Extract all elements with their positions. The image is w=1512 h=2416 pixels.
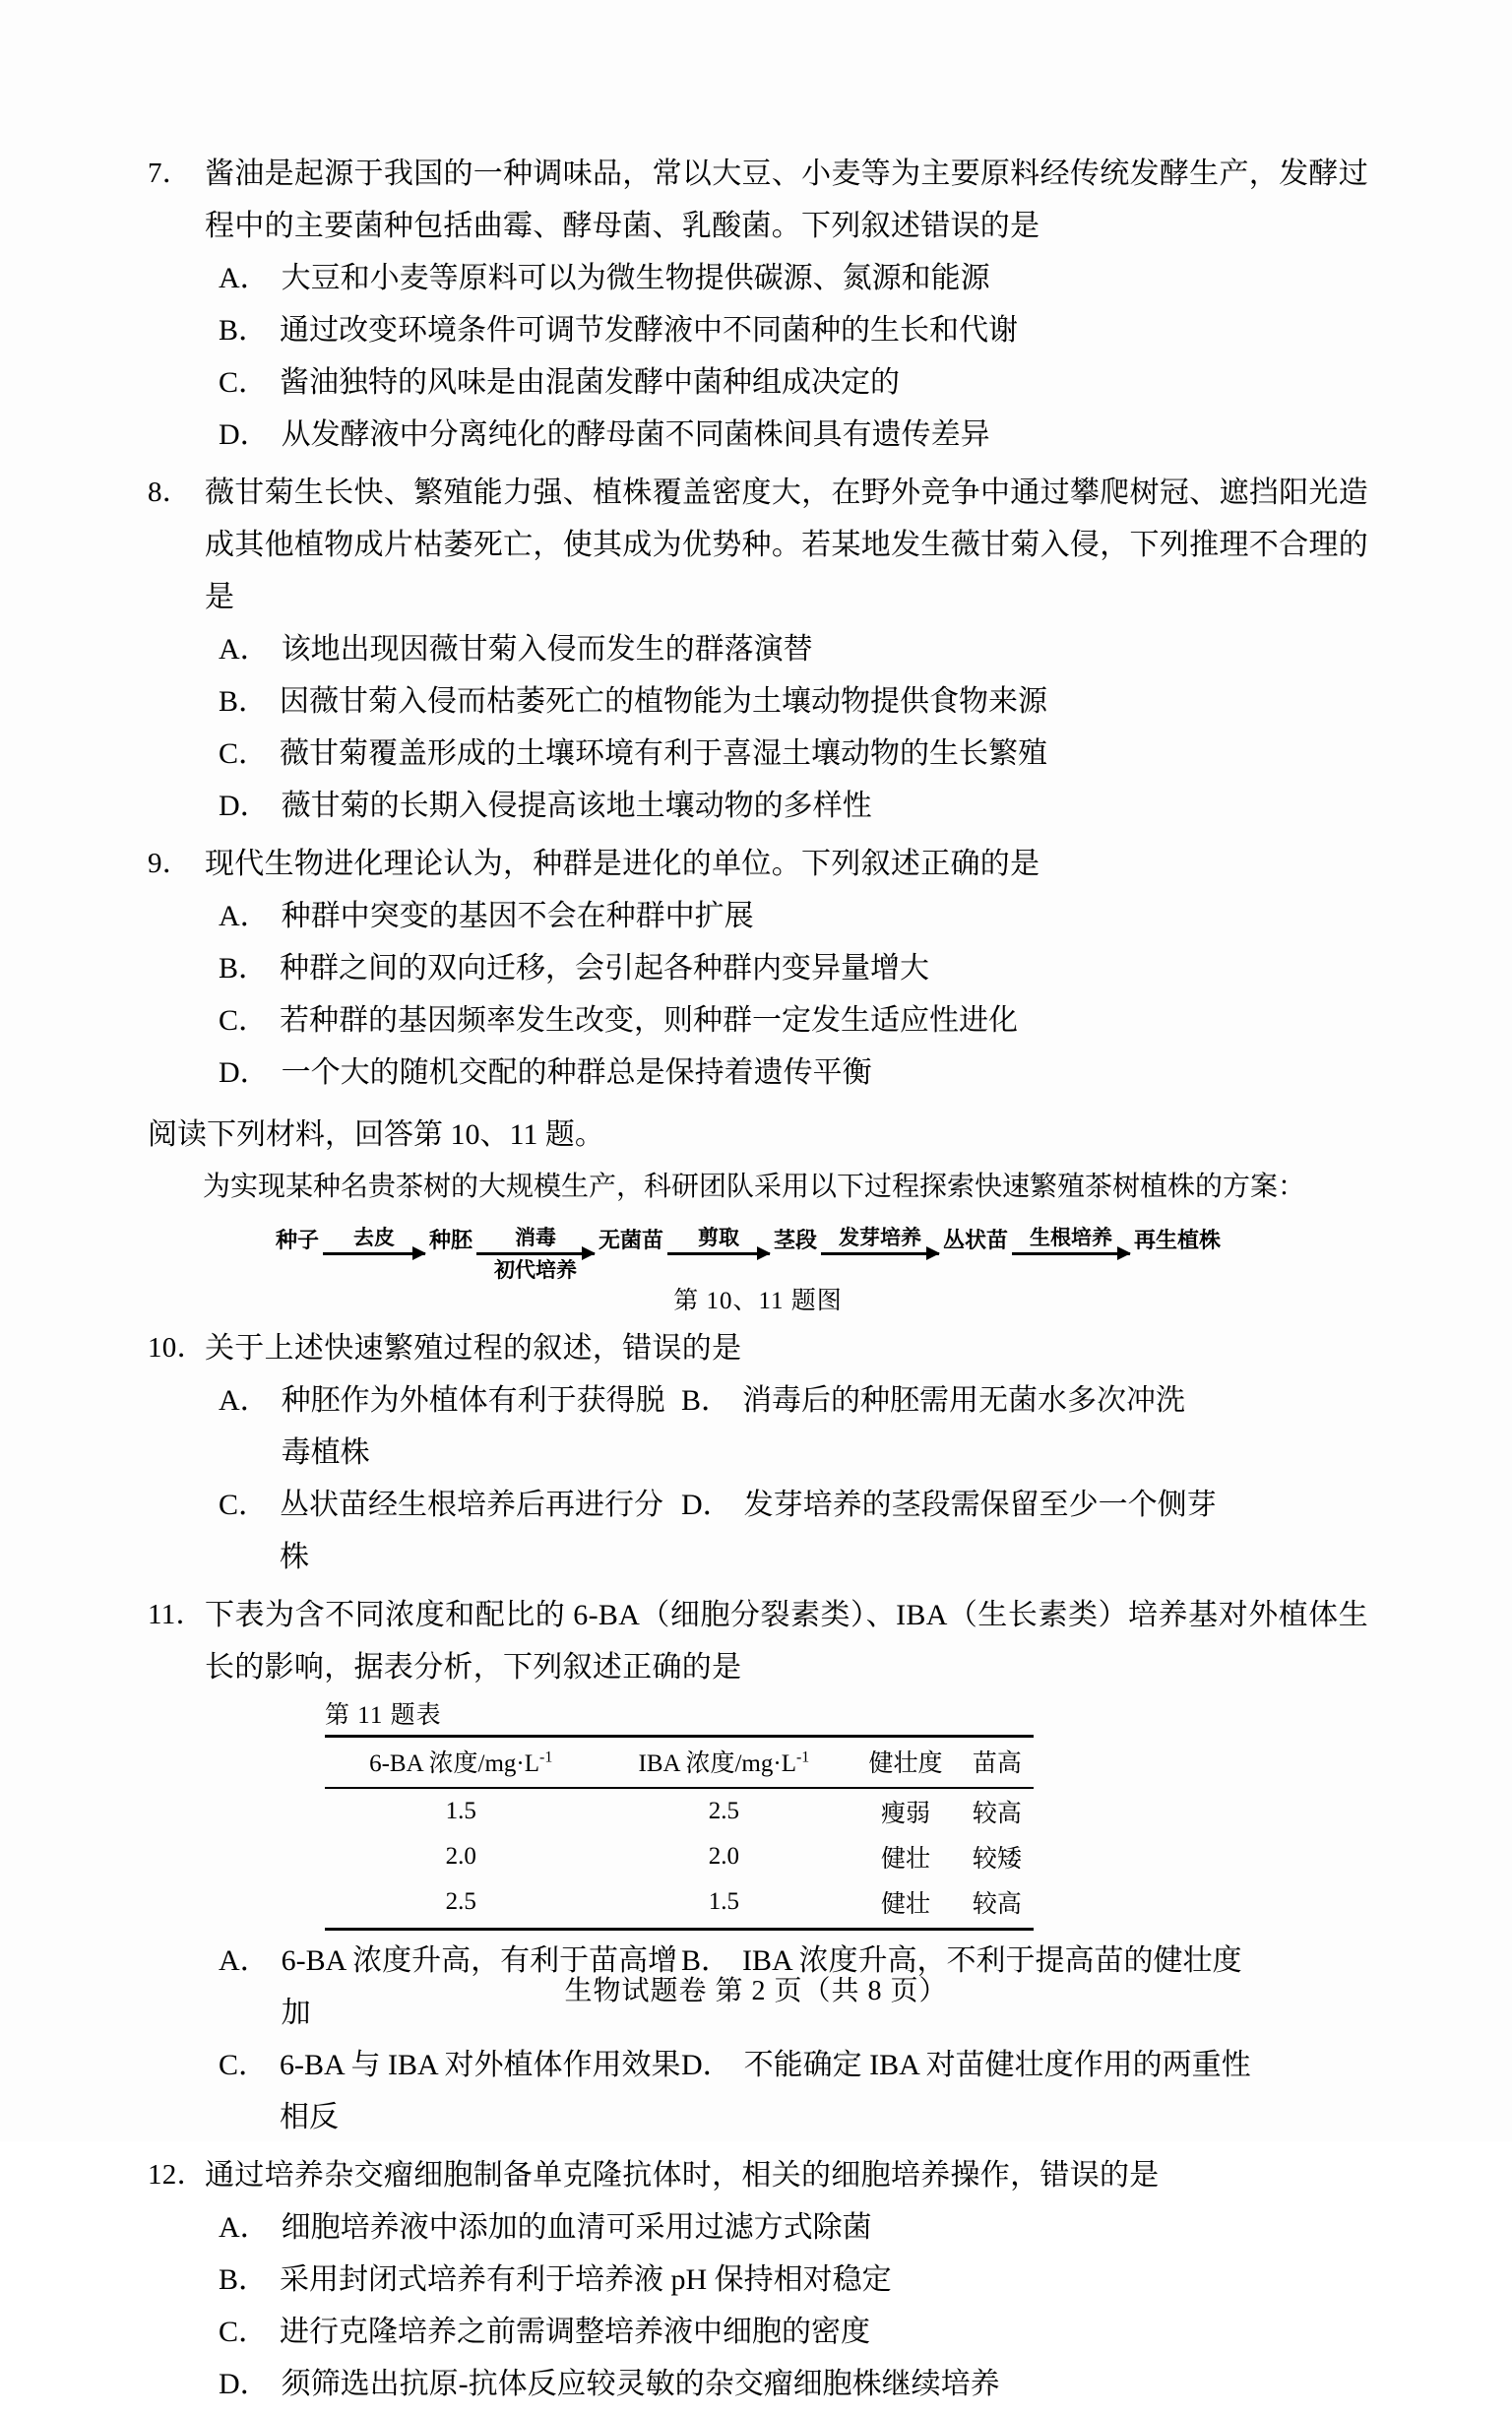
question-8-number: 8．	[148, 477, 192, 508]
flow-arrow-label-top: 去皮	[352, 1226, 395, 1249]
option-label: B．	[219, 2263, 269, 2297]
question-7-options	[148, 252, 1368, 461]
table-row	[325, 1879, 1034, 1930]
option-text: 种群中突变的基因不会在种群中扩展	[281, 900, 754, 932]
flowchart-row	[274, 1226, 1223, 1283]
header-text: IBA 浓度/mg·L	[638, 1750, 796, 1778]
question-7-number: 7．	[148, 158, 192, 189]
option-text: 进行克隆培养之前需调整培养液中细胞的密度	[280, 2316, 871, 2349]
question-8-stem-line	[148, 467, 1368, 623]
question-8	[148, 467, 1368, 832]
option-text: 大豆和小麦等原料可以为微生物提供碳源、氮源和能源	[281, 262, 990, 294]
option-text: 薇甘菊的长期入侵提高该地土壤动物的多样性	[281, 790, 872, 822]
table-row	[325, 1788, 1034, 1834]
flow-arrow-rooting-culture	[1010, 1226, 1132, 1255]
question-10-option-a[interactable]	[219, 1374, 681, 1479]
option-label: A．	[219, 1944, 270, 1978]
question-11-number: 11．	[148, 1599, 205, 1631]
question-9-stem: 现代生物进化理论认为，种群是进化的单位。下列叙述正确的是	[205, 848, 1040, 880]
question-11-table	[325, 1735, 1034, 1931]
question-12-option-c[interactable]	[148, 2306, 1368, 2358]
option-text: 一个大的随机交配的种群总是保持着遗传平衡	[281, 1056, 872, 1089]
question-9	[148, 838, 1368, 1099]
option-label: C．	[219, 1489, 269, 1522]
arrow-icon	[323, 1252, 425, 1255]
arrow-icon	[476, 1252, 595, 1255]
question-10-stem: 关于上述快速繁殖过程的叙述，错误的是	[205, 1332, 742, 1366]
option-label: A．	[219, 2211, 270, 2245]
question-12-stem-line	[148, 2149, 1368, 2201]
reading-material-intro: 阅读下列材料，回答第 10、11 题。	[148, 1118, 604, 1151]
question-11	[148, 1589, 1368, 2143]
flow-arrow-cut	[665, 1226, 772, 1255]
question-10-option-row-1	[148, 1374, 1368, 1479]
option-text: 酱油独特的风味是由混菌发酵中菌种组成决定的	[280, 366, 901, 399]
table-head	[325, 1737, 1034, 1789]
table-cell: 2.5	[708, 1798, 740, 1825]
page-content	[148, 148, 1368, 2416]
option-label: C．	[219, 2316, 269, 2349]
question-8-option-d[interactable]	[148, 780, 1368, 832]
table-header-cell: 苗高	[961, 1737, 1034, 1789]
header-text: 6-BA 浓度/mg·L	[369, 1750, 540, 1778]
question-8-options	[148, 623, 1368, 832]
option-text: 若种群的基因频率发生改变，则种群一定发生适应性进化	[280, 1004, 1019, 1037]
table-cell: 2.0	[708, 1843, 740, 1871]
flow-node-cluster-seedling: 丛状苗	[943, 1228, 1009, 1253]
question-9-number: 9．	[148, 848, 192, 879]
question-7-option-b[interactable]	[148, 304, 1368, 356]
reading-material-body: 为实现某种名贵茶树的大规模生产，科研团队采用以下过程探索快速繁殖茶树植株的方案：	[203, 1172, 1306, 1202]
question-9-option-b[interactable]	[148, 942, 1368, 994]
option-text: 种群之间的双向迁移，会引起各种群内变异量增大	[280, 952, 930, 985]
question-11-option-c[interactable]	[219, 2039, 681, 2143]
flow-arrow-peel	[321, 1226, 427, 1255]
arrow-icon	[821, 1252, 939, 1255]
question-12-option-a[interactable]	[148, 2201, 1368, 2254]
option-label: B．	[681, 1384, 731, 1418]
option-text: 细胞培养液中添加的血清可采用过滤方式除菌	[281, 2211, 872, 2245]
flowchart-caption: 第 10、11 题图	[673, 1288, 843, 1315]
flow-arrow-label-bottom: 初代培养	[493, 1258, 577, 1283]
question-11-option-row-2	[148, 2039, 1368, 2143]
option-text: 不能确定 IBA 对苗健壮度作用的两重性	[743, 2049, 1251, 2082]
question-8-option-b[interactable]	[148, 675, 1368, 728]
option-label: B．	[219, 685, 269, 718]
option-label: D．	[219, 418, 270, 451]
option-label: A．	[219, 262, 270, 294]
question-7-option-a[interactable]	[148, 252, 1368, 304]
table-cell: 健壮	[881, 1846, 931, 1874]
option-text: 须筛选出抗原-抗体反应较灵敏的杂交瘤细胞株继续培养	[281, 2368, 1000, 2401]
table-header-cell	[597, 1737, 850, 1789]
question-9-option-c[interactable]	[148, 994, 1368, 1047]
page-footer: 生物试题卷 第 2 页（共 8 页）	[564, 1976, 948, 2006]
option-text: 通过改变环境条件可调节发酵液中不同菌种的生长和代谢	[280, 314, 1019, 347]
option-text: 6-BA 与 IBA 对外植体作用效果相反	[280, 2049, 681, 2134]
question-11-stem-line	[148, 1589, 1368, 1693]
flow-arrow-germination-culture	[819, 1226, 941, 1255]
question-8-option-c[interactable]	[148, 728, 1368, 780]
table-row	[325, 1834, 1034, 1879]
option-label: A．	[219, 900, 270, 932]
table-header-cell	[325, 1737, 597, 1789]
option-label: C．	[219, 366, 269, 399]
table-caption: 第 11 题表	[325, 1702, 442, 1730]
flowchart	[148, 1226, 1368, 1283]
option-label: C．	[219, 2049, 269, 2082]
question-9-option-d[interactable]	[148, 1047, 1368, 1099]
flow-arrow-sterilize	[474, 1226, 597, 1283]
option-text: 该地出现因薇甘菊入侵而发生的群落演替	[281, 633, 813, 666]
table-cell: 较高	[961, 1879, 1034, 1930]
option-text: 6-BA 浓度升高，有利于苗高增加	[281, 1944, 678, 2030]
question-9-stem-line	[148, 838, 1368, 890]
option-label: D．	[219, 2368, 270, 2401]
question-10-option-d[interactable]	[681, 1479, 1368, 1583]
option-label: D．	[219, 790, 270, 822]
flow-arrow-label-top: 消毒	[514, 1226, 556, 1249]
question-10-option-c[interactable]	[219, 1479, 681, 1583]
option-label: A．	[219, 633, 270, 666]
question-7-stem-line	[148, 148, 1368, 252]
flow-node-aseptic-seedling: 无菌苗	[598, 1228, 663, 1253]
table-header-row	[325, 1737, 1034, 1789]
option-text: 从发酵液中分离纯化的酵母菌不同菌株间具有遗传差异	[281, 418, 990, 451]
option-text: 薇甘菊覆盖形成的土壤环境有利于喜湿土壤动物的生长繁殖	[280, 737, 1048, 770]
option-label: A．	[219, 1384, 270, 1418]
header-superscript: -1	[539, 1748, 553, 1766]
flow-node-embryo: 种胚	[428, 1228, 472, 1253]
question-9-options	[148, 890, 1368, 1099]
option-text: 种胚作为外植体有利于获得脱毒植株	[281, 1384, 665, 1470]
question-7-stem: 酱油是起源于我国的一种调味品，常以大豆、小麦等为主要原料经传统发酵生产，发酵过程中的主要菌种包括曲霉、酵母菌、乳酸菌。下列叙述错误的是	[205, 158, 1368, 242]
question-12-option-b[interactable]	[148, 2254, 1368, 2306]
option-text: 采用封闭式培养有利于培养液 pH 保持相对稳定	[280, 2263, 892, 2297]
option-label: B．	[219, 952, 269, 985]
flow-arrow-label-top: 剪取	[698, 1226, 739, 1249]
table-cell: 瘦弱	[881, 1801, 931, 1828]
question-10-number: 10．	[148, 1332, 206, 1365]
table-header-cell: 健壮度	[850, 1737, 960, 1789]
option-text: 消毒后的种胚需用无菌水多次冲洗	[742, 1384, 1186, 1418]
question-12-number: 12．	[148, 2159, 206, 2192]
table-cell: 较矮	[972, 1846, 1022, 1874]
table-cell: 2.5	[325, 1879, 597, 1930]
question-10	[148, 1322, 1368, 1583]
question-10-option-b[interactable]	[681, 1374, 1368, 1479]
table-cell: 1.5	[445, 1798, 476, 1825]
question-10-stem-line	[148, 1322, 1368, 1374]
option-label: C．	[219, 737, 269, 770]
flow-arrow-label-top: 发芽培养	[839, 1226, 922, 1249]
option-text: 丛状苗经生根培养后再进行分株	[280, 1489, 664, 1574]
table-cell: 较高	[972, 1801, 1022, 1828]
option-text: IBA 浓度升高，不利于提高苗的健壮度	[742, 1944, 1242, 1978]
flow-node-regenerated-plant: 再生植株	[1134, 1228, 1222, 1253]
question-7-option-c[interactable]	[148, 356, 1368, 409]
arrow-icon	[1012, 1252, 1130, 1255]
question-12-option-d[interactable]	[148, 2358, 1368, 2410]
question-9-option-a[interactable]	[148, 890, 1368, 942]
question-12-stem: 通过培养杂交瘤细胞制备单克隆抗体时，相关的细胞培养操作，错误的是	[205, 2159, 1160, 2193]
question-10-option-row-2	[148, 1479, 1368, 1583]
option-label: D．	[681, 2049, 732, 2082]
option-text: 发芽培养的茎段需保留至少一个侧芽	[743, 1489, 1217, 1522]
option-label: B．	[681, 1944, 731, 1978]
flow-node-seed: 种子	[275, 1228, 319, 1253]
question-11-table-wrap	[325, 1695, 1034, 1931]
option-text: 因薇甘菊入侵而枯萎死亡的植物能为土壤动物提供食物来源	[280, 685, 1048, 718]
question-7	[148, 148, 1368, 461]
header-superscript: -1	[795, 1748, 810, 1766]
table-cell: 1.5	[597, 1879, 850, 1930]
flow-arrow-label-top: 生根培养	[1030, 1226, 1113, 1249]
table-cell: 健壮	[850, 1879, 960, 1930]
question-12-options	[148, 2201, 1368, 2410]
option-label: D．	[681, 1489, 732, 1522]
table-cell: 2.0	[445, 1843, 476, 1871]
question-11-stem: 下表为含不同浓度和配比的 6-BA（细胞分裂素类）、IBA（生长素类）培养基对外植体生长的影响，据表分析，下列叙述正确的是	[205, 1599, 1368, 1685]
option-label: C．	[219, 1004, 269, 1037]
question-8-stem: 薇甘菊生长快、繁殖能力强、植株覆盖密度大，在野外竞争中通过攀爬树冠、遮挡阳光造成其他植物成片枯萎死亡，使其成为优势种。若某地发生薇甘菊入侵，下列推理不合理的是	[205, 477, 1368, 613]
question-11-option-d[interactable]	[681, 2039, 1368, 2143]
question-8-option-a[interactable]	[148, 623, 1368, 675]
question-7-option-d[interactable]	[148, 409, 1368, 461]
table-body	[325, 1788, 1034, 1930]
arrow-icon	[667, 1252, 770, 1255]
flow-node-stem-segment: 茎段	[774, 1228, 818, 1253]
option-label: B．	[219, 314, 269, 347]
question-12	[148, 2149, 1368, 2410]
option-label: D．	[219, 1056, 270, 1089]
